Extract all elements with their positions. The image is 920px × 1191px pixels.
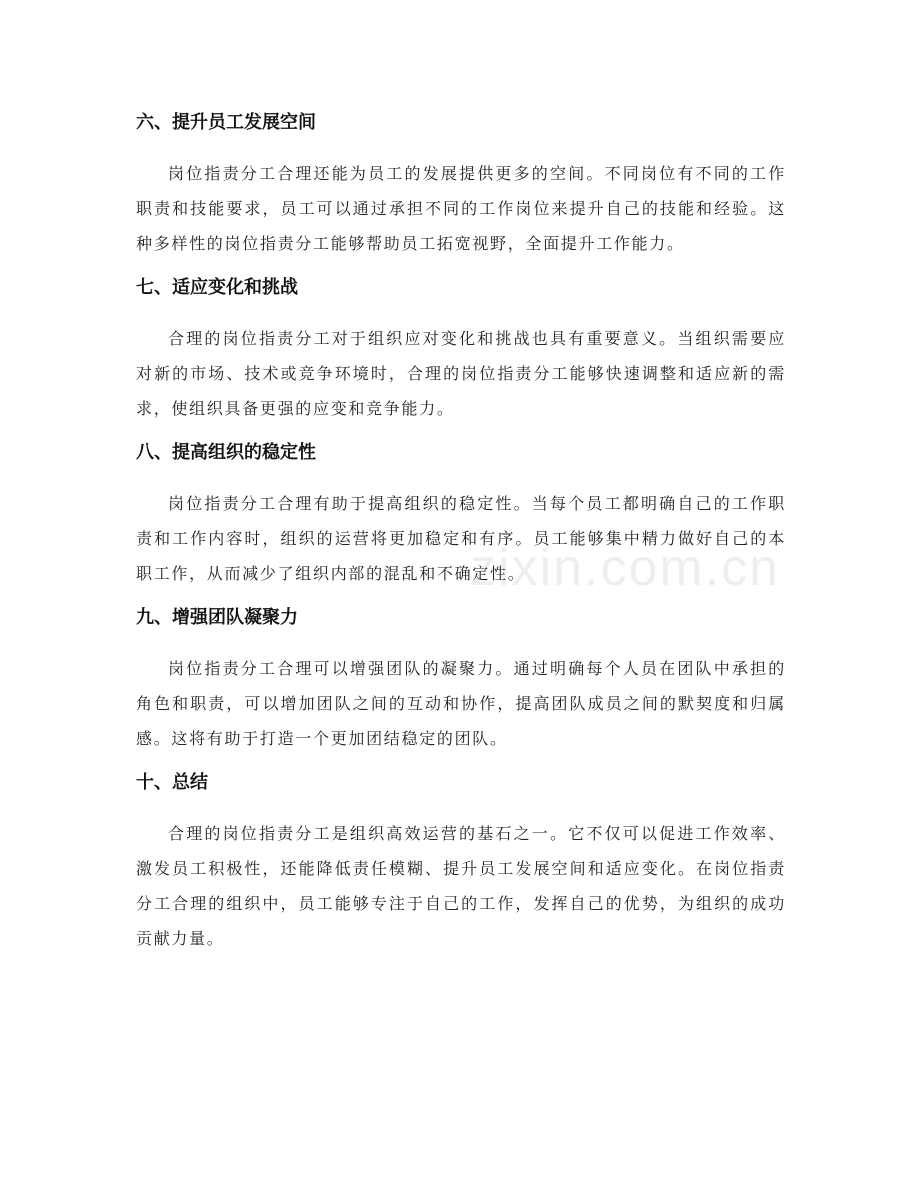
watermark: zixin.com.cn [470, 539, 781, 597]
section-paragraph: 岗位指责分工合理可以增强团队的凝聚力。通过明确每个人员在团队中承担的角色和职责，可以增加团队之间的互动和协作，提高团队成员之间的默契度和归属感。这将有助于打造一个更加团结稳定的团队。 [136, 659, 786, 748]
section-paragraph: 合理的岗位指责分工是组织高效运营的基石之一。它不仅可以促进工作效率、激发员工积极性，还能降低责任模糊、提升员工发展空间和适应变化。在岗位指责分工合理的组织中，员工能够专注于自己的工作，发挥自己的优势，为组织的成功贡献力量。 [136, 824, 786, 948]
section-adapt-change [136, 273, 786, 426]
section-paragraph: 岗位指责分工合理有助于提高组织的稳定性。当每个员工都明确自己的工作职责和工作内容时，组织的运营将更加稳定和有序。员工能够集中精力做好自己的本职工作，从而减少了组织内部的混乱和不确定性。 [136, 494, 786, 583]
section-team-cohesion [136, 603, 786, 756]
section-heading: 十、总结 [136, 772, 208, 793]
section-heading: 六、提升员工发展空间 [136, 112, 316, 133]
section-develop-space [136, 108, 786, 261]
document-content [136, 108, 786, 968]
section-paragraph: 岗位指责分工合理还能为员工的发展提供更多的空间。不同岗位有不同的工作职责和技能要求，员工可以通过承担不同的工作岗位来提升自己的技能和经验。这种多样性的岗位指责分工能够帮助员工拓宽视野，全面提升工作能力。 [136, 164, 786, 253]
section-summary [136, 768, 786, 956]
section-heading: 九、增强团队凝聚力 [136, 607, 298, 628]
section-heading: 七、适应变化和挑战 [136, 277, 298, 298]
section-paragraph: 合理的岗位指责分工对于组织应对变化和挑战也具有重要意义。当组织需要应对新的市场、技术或竞争环境时，合理的岗位指责分工能够快速调整和适应新的需求，使组织具备更强的应变和竞争能力。 [136, 329, 786, 418]
section-heading: 八、提高组织的稳定性 [136, 442, 316, 463]
section-stability [136, 438, 786, 591]
